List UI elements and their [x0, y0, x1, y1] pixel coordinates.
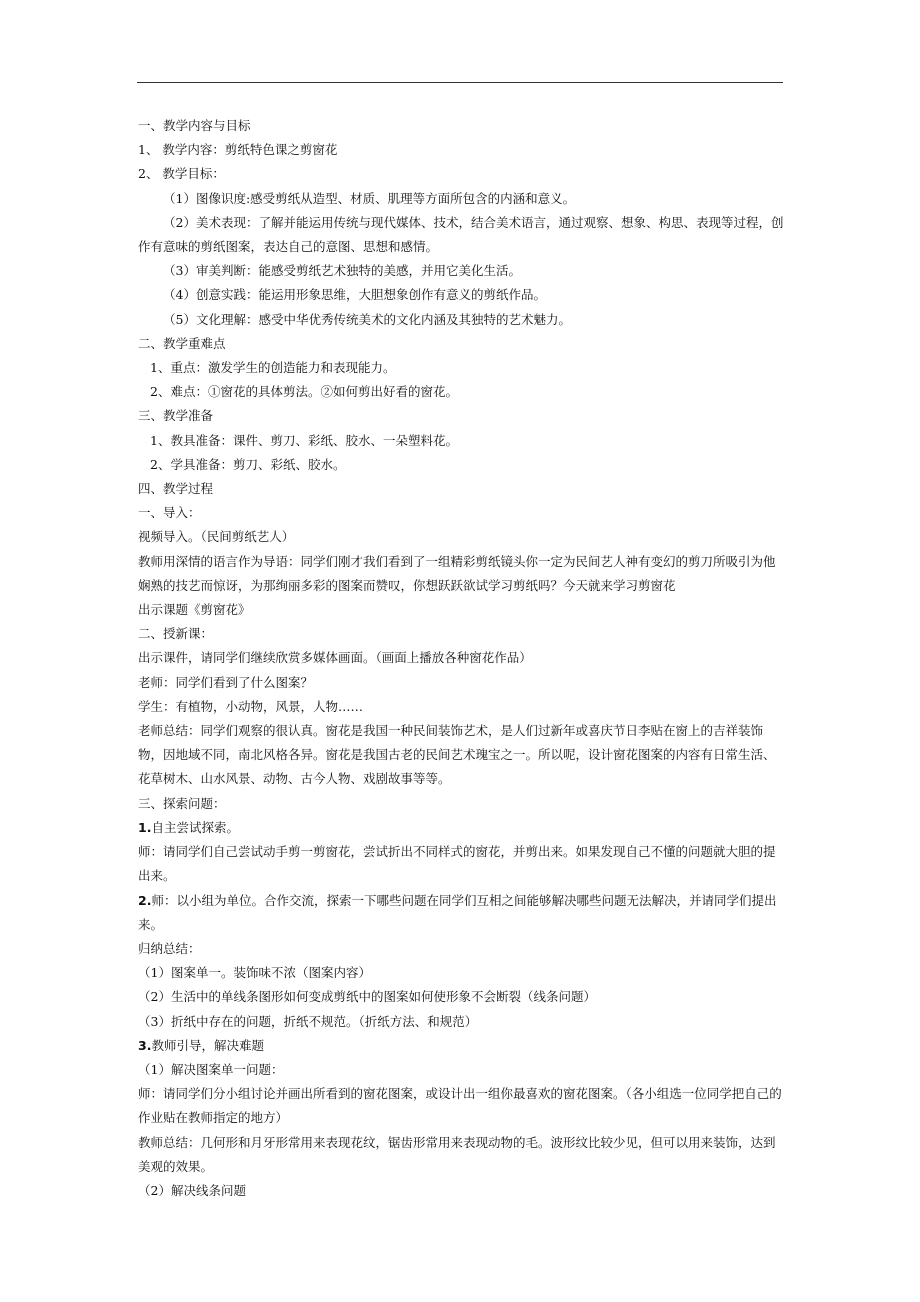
goal-5: （5）文化理解：感受中华优秀传统美术的文化内涵及其独特的艺术魅力。	[163, 311, 571, 327]
explore-1-text: 自主尝试探索。	[151, 819, 239, 835]
summary-1: （1）图案单一。装饰味不浓（图案内容）	[138, 965, 371, 981]
item-goals: 2、 教学目标：	[138, 166, 225, 182]
teacher-question: 老师：同学们看到了什么图案？	[138, 674, 314, 690]
goal-4: （4）创意实践：能运用形象思维，大胆想象创作有意义的剪纸作品。	[163, 287, 546, 303]
explore-1	[138, 816, 784, 840]
header-rule	[137, 82, 783, 83]
explore-3	[138, 1034, 784, 1058]
explore-2-text: 师：以小组为单位。合作交流，探索一下哪些问题在同学们互相之间能够解决哪些问题无法解决，并请同学们提出来。	[138, 892, 777, 932]
summary-3: （3）折纸中存在的问题，折纸不规范。（折纸方法、和规范）	[138, 1013, 478, 1029]
heading-1: 一、教学内容与目标	[138, 118, 251, 133]
summary-2: （2）生活中的单线条图形如何变成剪纸中的图案如何使形象不会断裂（线条问题）	[138, 989, 596, 1005]
heading-4: 四、教学过程	[138, 481, 214, 497]
explore-3-text: 教师引导，解决难题	[151, 1037, 264, 1053]
difficult-point: 2、难点：①窗花的具体剪法。②如何剪出好看的窗花。	[150, 384, 458, 400]
solve-pattern: （1）解决图案单一问题：	[138, 1061, 284, 1077]
step-explore: 三、探索问题：	[138, 795, 226, 811]
solve-pattern-detail: 师：请同学们分小组讨论并画出所看到的窗花图案，或设计出一组你最喜欢的窗花图案。（各小组选一位同学把自己的作业贴在教师指定的地方）	[138, 1086, 782, 1126]
teacher-summary: 老师总结：同学们观察的很认真。窗花是我国一种民间装饰艺术，是人们过新年或喜庆节日李贴在窗上的吉祥装饰物，因地域不同，南北风格各异。窗花是我国古老的民间艺术瑰宝之一。所以呢，设计窗花图案的内容有日常生活、花草树木、山水风景、动物、古今人物、戏剧故事等等。	[138, 723, 776, 787]
explore-2-number: 2.	[138, 892, 152, 908]
heading-2: 二、教学重难点	[138, 335, 226, 351]
explore-2	[138, 889, 784, 937]
goal-1: （1）图像识度:感受剪纸从造型、材质、肌理等方面所包含的内涵和意义。	[163, 190, 576, 206]
explore-1-number: 1.	[138, 819, 152, 835]
goal-2: （2）美术表现：了解并能运用传统与现代媒体、技术，结合美术语言，通过观察、想象、构思、表现等过程，创作有意味的剪纸图案，表达自己的意图、思想和感情。	[138, 214, 784, 255]
summary-label: 归纳总结：	[138, 940, 201, 956]
document-body	[138, 114, 784, 1203]
solve-line: （2）解决线条问题	[138, 1182, 246, 1198]
video-intro: 视频导入。（民间剪纸艺人）	[138, 529, 295, 545]
step-intro: 一、导入：	[138, 505, 201, 521]
step-new-lesson: 二、授新课：	[138, 626, 214, 642]
student-answer: 学生：有植物，小动物，风景，人物……	[138, 698, 364, 714]
explore-3-number: 3.	[138, 1037, 152, 1053]
heading-3: 三、教学准备	[138, 408, 214, 424]
teacher-guide: 教师用深情的语言作为导语：同学们刚才我们看到了一组精彩剪纸镜头你一定为民间艺人神有变幻的剪刀所吸引为他娴熟的技艺而惊讶，为那绚丽多彩的图案而赞叹，你想跃跃欲试学习剪纸吗？今天就来学习剪窗花	[138, 553, 776, 593]
student-prep: 2、学具准备：剪刀、彩纸、胶水。	[150, 456, 346, 472]
show-courseware: 出示课件，请同学们继续欣赏多媒体画面。（画面上播放各种窗花作品）	[138, 650, 532, 666]
explore-1-detail: 师：请同学们自己尝试动手剪一剪窗花，尝试折出不同样式的窗花，并剪出来。如果发现自己不懂的问题就大胆的提出来。	[138, 844, 776, 884]
teacher-prep: 1、教具准备：课件、剪刀、彩纸、胶水、一朵塑料花。	[150, 432, 458, 448]
show-title: 出示课题《剪窗花》	[138, 602, 251, 618]
item-content: 1、 教学内容：剪纸特色课之剪窗花	[138, 142, 338, 158]
goal-3: （3）审美判断：能感受剪纸艺术独特的美感，并用它美化生活。	[163, 263, 521, 279]
key-point: 1、重点：激发学生的创造能力和表现能力。	[150, 360, 396, 376]
teacher-conclusion: 教师总结：几何形和月牙形常用来表现花纹，锯齿形常用来表现动物的毛。波形纹比较少见，但可以用来装饰，达到美观的效果。	[138, 1134, 776, 1174]
